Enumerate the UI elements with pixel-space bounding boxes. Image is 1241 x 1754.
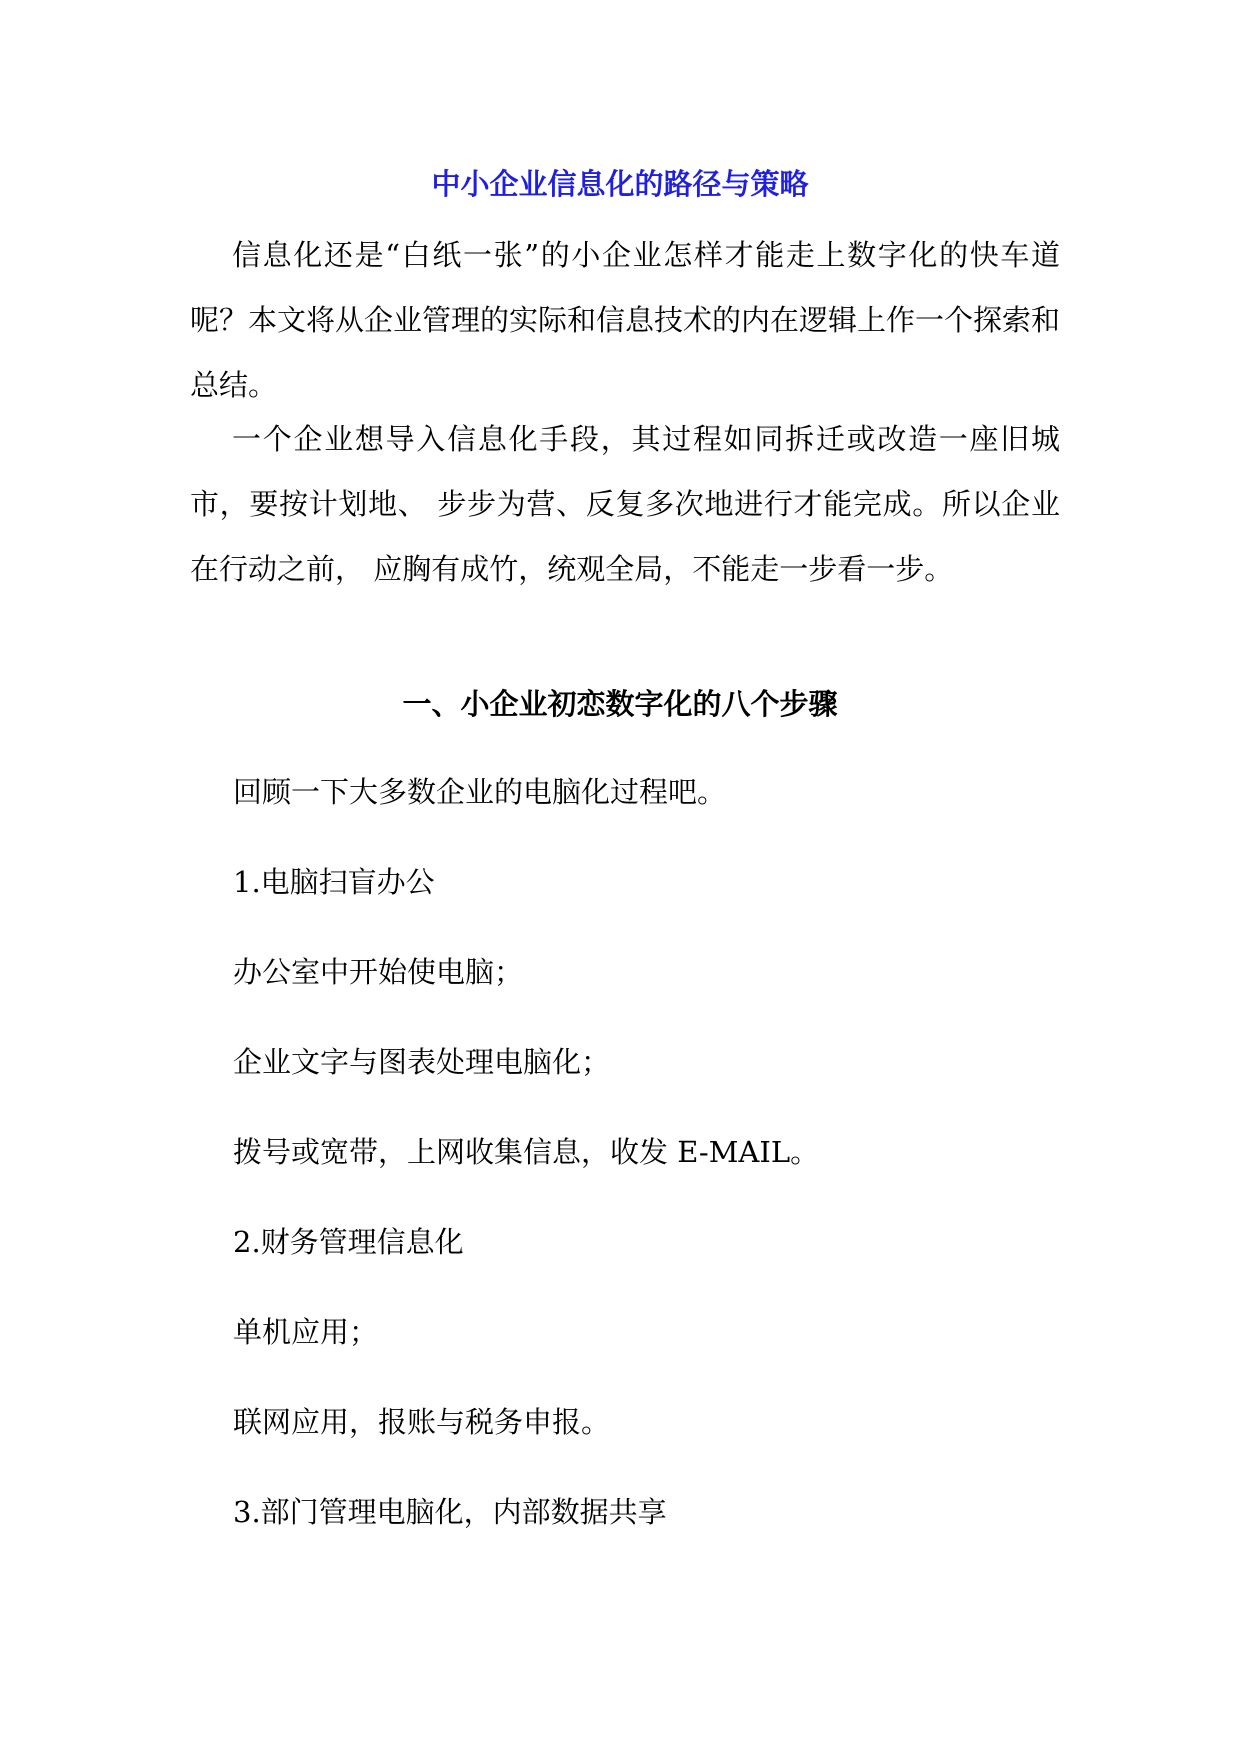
step-heading-1: 1.电脑扫盲办公 — [233, 865, 435, 899]
intro-paragraph: 信息化还是“白纸一张”的小企业怎样才能走上数字化的快车道呢？本文将从企业管理的实际和信息技术的内在逻辑上作一个探索和总结。 — [190, 238, 1061, 402]
text-line: 单机应用； — [233, 1315, 379, 1349]
text-line: 回顾一下大多数企业的电脑化过程吧。 — [233, 775, 727, 809]
section-heading: 一、小企业初恋数字化的八个步骤 — [402, 687, 838, 721]
text-line: 联网应用，报账与税务申报。 — [233, 1405, 611, 1439]
document-title: 中小企业信息化的路径与策略 — [431, 167, 809, 201]
text-line: 拨号或宽带，上网收集信息，收发 E-MAIL。 — [233, 1135, 820, 1169]
step-heading-2: 2.财务管理信息化 — [233, 1225, 464, 1259]
text-line: 企业文字与图表处理电脑化； — [233, 1045, 611, 1079]
context-paragraph: 一个企业想导入信息化手段，其过程如同拆迁或改造一座旧城市，要按计划地、 步步为营、反复多次地进行才能完成。所以企业在行动之前， 应胸有成竹，统观全局，不能走一步看一步。 — [190, 422, 1060, 586]
step-heading-3: 3.部门管理电脑化，内部数据共享 — [233, 1495, 667, 1529]
text-line: 办公室中开始使电脑； — [233, 955, 524, 989]
